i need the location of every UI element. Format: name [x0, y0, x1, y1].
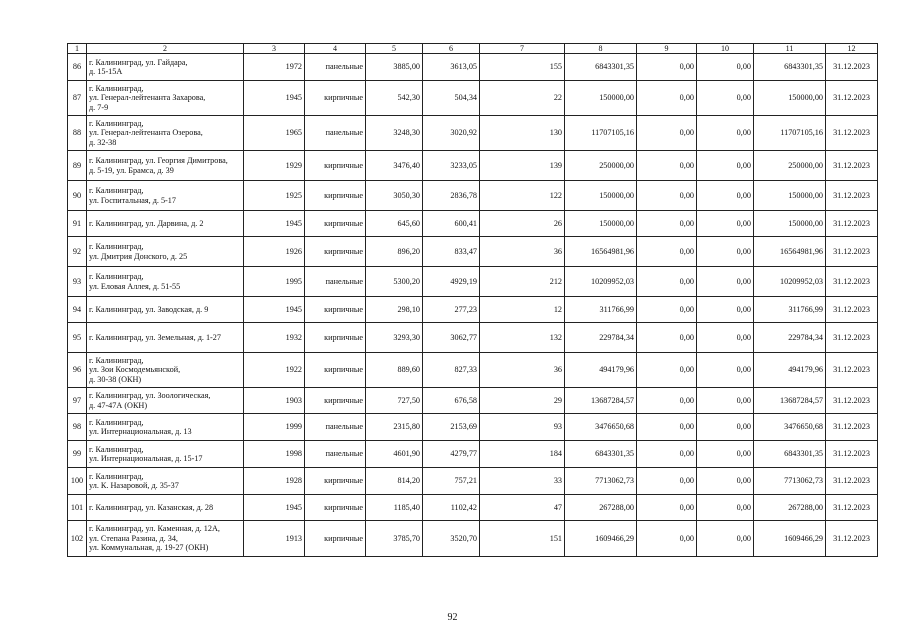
table-row: [68, 521, 878, 557]
header-cell: 1: [68, 44, 87, 54]
cost-col10-cell: 0,00: [697, 297, 754, 323]
cost-total-cell: 267288,00: [565, 495, 637, 521]
area-living-cell: 827,33: [423, 353, 480, 388]
address-line: д. 47-47А (ОКН): [89, 400, 148, 410]
table-row: [68, 54, 878, 81]
residents-cell: 26: [480, 211, 565, 237]
area-total-cell: 889,60: [366, 353, 423, 388]
area-total-cell: 3885,00: [366, 54, 423, 81]
year-cell: 1925: [244, 181, 305, 211]
residents-cell: 130: [480, 116, 565, 151]
deadline-cell: 31.12.2023: [826, 414, 878, 441]
cost-col9-cell: 0,00: [637, 237, 697, 267]
deadline-cell: 31.12.2023: [826, 211, 878, 237]
header-cell: 12: [826, 44, 878, 54]
year-cell: 1945: [244, 495, 305, 521]
deadline-cell: 31.12.2023: [826, 468, 878, 495]
year-cell: 1926: [244, 237, 305, 267]
cost-total-cell: 150000,00: [565, 181, 637, 211]
year-cell: 1972: [244, 54, 305, 81]
deadline-cell: 31.12.2023: [826, 441, 878, 468]
residents-cell: 29: [480, 388, 565, 414]
wall-material-cell: кирпичные: [305, 211, 366, 237]
address-cell: [87, 521, 244, 557]
cost-col10-cell: 0,00: [697, 116, 754, 151]
wall-material-cell: панельные: [305, 267, 366, 297]
year-cell: 1945: [244, 211, 305, 237]
row-number-cell: 94: [68, 297, 87, 323]
address-cell: [87, 211, 244, 237]
wall-material-cell: кирпичные: [305, 388, 366, 414]
residents-cell: 33: [480, 468, 565, 495]
cost-col10-cell: 0,00: [697, 441, 754, 468]
wall-material-cell: панельные: [305, 414, 366, 441]
header-cell: 2: [87, 44, 244, 54]
address-line: г. Калининград,: [89, 471, 144, 481]
year-cell: 1929: [244, 151, 305, 181]
address-line: г. Калининград, ул. Казанская, д. 28: [89, 502, 214, 512]
cost-total-cell: 150000,00: [565, 81, 637, 116]
row-number-cell: 95: [68, 323, 87, 353]
address-cell: [87, 468, 244, 495]
housing-register-table: [67, 43, 878, 557]
cost-col9-cell: 0,00: [637, 353, 697, 388]
cost-col11-cell: 250000,00: [754, 151, 826, 181]
wall-material-cell: кирпичные: [305, 353, 366, 388]
cost-col11-cell: 13687284,57: [754, 388, 826, 414]
area-total-cell: 5300,20: [366, 267, 423, 297]
cost-col9-cell: 0,00: [637, 116, 697, 151]
header-cell: 11: [754, 44, 826, 54]
deadline-cell: 31.12.2023: [826, 116, 878, 151]
row-number-cell: 91: [68, 211, 87, 237]
area-living-cell: 277,23: [423, 297, 480, 323]
cost-total-cell: 229784,34: [565, 323, 637, 353]
cost-total-cell: 6843301,35: [565, 441, 637, 468]
address-line: д. 15-15А: [89, 67, 123, 76]
cost-col10-cell: 0,00: [697, 388, 754, 414]
cost-col9-cell: 0,00: [637, 495, 697, 521]
wall-material-cell: кирпичные: [305, 151, 366, 181]
page-number: 92: [447, 612, 458, 623]
year-cell: 1903: [244, 388, 305, 414]
area-total-cell: 3248,30: [366, 116, 423, 151]
cost-col10-cell: 0,00: [697, 353, 754, 388]
cost-total-cell: 3476650,68: [565, 414, 637, 441]
cost-col9-cell: 0,00: [637, 468, 697, 495]
table-row: [68, 151, 878, 181]
table-row: [68, 441, 878, 468]
cost-col9-cell: 0,00: [637, 151, 697, 181]
row-number-cell: 101: [68, 495, 87, 521]
deadline-cell: 31.12.2023: [826, 267, 878, 297]
address-cell: [87, 495, 244, 521]
row-number-cell: 96: [68, 353, 87, 388]
residents-cell: 93: [480, 414, 565, 441]
cost-col11-cell: 7713062,73: [754, 468, 826, 495]
address-cell: [87, 267, 244, 297]
wall-material-cell: кирпичные: [305, 81, 366, 116]
address-line: д. 5-19, ул. Брамса, д. 39: [89, 165, 174, 175]
residents-cell: 151: [480, 521, 565, 557]
residents-cell: 139: [480, 151, 565, 181]
address-line: ул. Коммунальная, д. 19-27 (ОКН): [89, 543, 209, 553]
cost-col11-cell: 11707105,16: [754, 116, 826, 151]
address-line: ул. Дмитрия Донского, д. 25: [89, 251, 188, 261]
address-line: г. Калининград, ул. Гайдара,: [89, 57, 188, 67]
area-total-cell: 1185,40: [366, 495, 423, 521]
table-row: [68, 211, 878, 237]
cost-total-cell: 11707105,16: [565, 116, 637, 151]
address-cell: [87, 151, 244, 181]
cost-col11-cell: 494179,96: [754, 353, 826, 388]
cost-total-cell: 13687284,57: [565, 388, 637, 414]
address-line: ул. Еловая Аллея, д. 51-55: [89, 281, 181, 291]
cost-col11-cell: 229784,34: [754, 323, 826, 353]
residents-cell: 132: [480, 323, 565, 353]
cost-col9-cell: 0,00: [637, 54, 697, 81]
cost-col11-cell: 311766,99: [754, 297, 826, 323]
cost-col9-cell: 0,00: [637, 414, 697, 441]
address-cell: [87, 353, 244, 388]
cost-col10-cell: 0,00: [697, 237, 754, 267]
deadline-cell: 31.12.2023: [826, 323, 878, 353]
row-number-cell: 89: [68, 151, 87, 181]
row-number-cell: 87: [68, 81, 87, 116]
header-cell: 6: [423, 44, 480, 54]
area-total-cell: 4601,90: [366, 441, 423, 468]
residents-cell: 47: [480, 495, 565, 521]
address-line: ул. К. Назаровой, д. 35-37: [89, 481, 179, 490]
address-cell: [87, 54, 244, 81]
address-line: ул. Генерал-лейтенанта Захарова,: [89, 93, 206, 103]
year-cell: 1945: [244, 297, 305, 323]
wall-material-cell: панельные: [305, 441, 366, 468]
table-row: [68, 414, 878, 441]
cost-col9-cell: 0,00: [637, 388, 697, 414]
year-cell: 1998: [244, 441, 305, 468]
table-row: [68, 323, 878, 353]
cost-col10-cell: 0,00: [697, 54, 754, 81]
year-cell: 1932: [244, 323, 305, 353]
address-line: г. Калининград,: [89, 83, 144, 93]
deadline-cell: 31.12.2023: [826, 237, 878, 267]
cost-col11-cell: 6843301,35: [754, 54, 826, 81]
area-total-cell: 298,10: [366, 297, 423, 323]
area-total-cell: 814,20: [366, 468, 423, 495]
table-row: [68, 468, 878, 495]
cost-col11-cell: 3476650,68: [754, 414, 826, 441]
header-cell: 4: [305, 44, 366, 54]
cost-col10-cell: 0,00: [697, 468, 754, 495]
address-line: г. Калининград,: [89, 186, 144, 196]
deadline-cell: 31.12.2023: [826, 81, 878, 116]
cost-col10-cell: 0,00: [697, 181, 754, 211]
cost-col9-cell: 0,00: [637, 297, 697, 323]
cost-col11-cell: 6843301,35: [754, 441, 826, 468]
cost-total-cell: 10209952,03: [565, 267, 637, 297]
table-row: [68, 297, 878, 323]
table-body: [68, 54, 878, 557]
address-cell: [87, 181, 244, 211]
row-number-cell: 98: [68, 414, 87, 441]
cost-col10-cell: 0,00: [697, 151, 754, 181]
table-row: [68, 116, 878, 151]
residents-cell: 155: [480, 54, 565, 81]
cost-col9-cell: 0,00: [637, 323, 697, 353]
address-line: ул. Зои Космодемьянской,: [89, 365, 181, 375]
residents-cell: 122: [480, 181, 565, 211]
header-cell: 9: [637, 44, 697, 54]
address-line: г. Калининград, ул. Каменная, д. 12А,: [89, 524, 220, 534]
cost-total-cell: 311766,99: [565, 297, 637, 323]
address-line: ул. Интернациональная, д. 13: [89, 427, 192, 436]
cost-col10-cell: 0,00: [697, 414, 754, 441]
header-row: [68, 44, 878, 54]
cost-total-cell: 250000,00: [565, 151, 637, 181]
address-cell: [87, 81, 244, 116]
cost-col11-cell: 1609466,29: [754, 521, 826, 557]
cost-col11-cell: 267288,00: [754, 495, 826, 521]
area-total-cell: 3050,30: [366, 181, 423, 211]
header-cell: 7: [480, 44, 565, 54]
cost-total-cell: 6843301,35: [565, 54, 637, 81]
cost-col9-cell: 0,00: [637, 81, 697, 116]
residents-cell: 36: [480, 237, 565, 267]
deadline-cell: 31.12.2023: [826, 181, 878, 211]
table-row: [68, 388, 878, 414]
address-cell: [87, 388, 244, 414]
area-living-cell: 1102,42: [423, 495, 480, 521]
address-cell: [87, 116, 244, 151]
address-cell: [87, 323, 244, 353]
residents-cell: 12: [480, 297, 565, 323]
wall-material-cell: кирпичные: [305, 297, 366, 323]
wall-material-cell: кирпичные: [305, 181, 366, 211]
address-line: г. Калининград, ул. Георгия Димитрова,: [89, 156, 228, 166]
header-cell: 5: [366, 44, 423, 54]
address-line: г. Калининград, ул. Земельная, д. 1-27: [89, 332, 221, 342]
area-living-cell: 3613,05: [423, 54, 480, 81]
area-total-cell: 3785,70: [366, 521, 423, 557]
table-row: [68, 181, 878, 211]
cost-col11-cell: 150000,00: [754, 181, 826, 211]
address-cell: [87, 414, 244, 441]
row-number-cell: 92: [68, 237, 87, 267]
address-line: д. 32-38: [89, 137, 117, 147]
year-cell: 1928: [244, 468, 305, 495]
wall-material-cell: кирпичные: [305, 237, 366, 267]
cost-col11-cell: 150000,00: [754, 81, 826, 116]
cost-total-cell: 150000,00: [565, 211, 637, 237]
deadline-cell: 31.12.2023: [826, 495, 878, 521]
deadline-cell: 31.12.2023: [826, 353, 878, 388]
address-line: д. 7-9: [89, 102, 109, 112]
address-cell: [87, 237, 244, 267]
area-living-cell: 4279,77: [423, 441, 480, 468]
row-number-cell: 102: [68, 521, 87, 557]
year-cell: 1995: [244, 267, 305, 297]
address-line: г. Калининград, ул. Зоологическая,: [89, 391, 211, 401]
deadline-cell: 31.12.2023: [826, 297, 878, 323]
row-number-cell: 100: [68, 468, 87, 495]
cost-total-cell: 1609466,29: [565, 521, 637, 557]
address-line: г. Калининград,: [89, 355, 144, 365]
cost-col11-cell: 10209952,03: [754, 267, 826, 297]
year-cell: 1965: [244, 116, 305, 151]
table-row: [68, 267, 878, 297]
area-total-cell: 3476,40: [366, 151, 423, 181]
deadline-cell: 31.12.2023: [826, 151, 878, 181]
area-living-cell: 676,58: [423, 388, 480, 414]
table-row: [68, 237, 878, 267]
address-line: ул. Интернациональная, д. 15-17: [89, 454, 203, 463]
cost-col10-cell: 0,00: [697, 267, 754, 297]
row-number-cell: 88: [68, 116, 87, 151]
area-total-cell: 3293,30: [366, 323, 423, 353]
cost-col10-cell: 0,00: [697, 495, 754, 521]
cost-total-cell: 7713062,73: [565, 468, 637, 495]
address-line: ул. Степана Разина, д. 34,: [89, 533, 178, 543]
cost-col11-cell: 16564981,96: [754, 237, 826, 267]
header-cell: 10: [697, 44, 754, 54]
cost-col11-cell: 150000,00: [754, 211, 826, 237]
cost-total-cell: 494179,96: [565, 353, 637, 388]
address-line: д. 30-38 (ОКН): [89, 374, 142, 384]
area-living-cell: 2836,78: [423, 181, 480, 211]
area-living-cell: 833,47: [423, 237, 480, 267]
address-line: г. Калининград,: [89, 444, 144, 454]
area-living-cell: 3062,77: [423, 323, 480, 353]
cost-col9-cell: 0,00: [637, 267, 697, 297]
address-cell: [87, 441, 244, 468]
deadline-cell: 31.12.2023: [826, 54, 878, 81]
address-cell: [87, 297, 244, 323]
address-line: г. Калининград, ул. Дарвина, д. 2: [89, 218, 204, 228]
area-living-cell: 3520,70: [423, 521, 480, 557]
table-row: [68, 81, 878, 116]
area-living-cell: 757,21: [423, 468, 480, 495]
wall-material-cell: панельные: [305, 116, 366, 151]
area-total-cell: 645,60: [366, 211, 423, 237]
wall-material-cell: кирпичные: [305, 468, 366, 495]
cost-col9-cell: 0,00: [637, 181, 697, 211]
row-number-cell: 93: [68, 267, 87, 297]
area-living-cell: 504,34: [423, 81, 480, 116]
address-line: г. Калининград,: [89, 242, 144, 252]
cost-col9-cell: 0,00: [637, 211, 697, 237]
area-living-cell: 3020,92: [423, 116, 480, 151]
row-number-cell: 90: [68, 181, 87, 211]
area-living-cell: 2153,69: [423, 414, 480, 441]
row-number-cell: 86: [68, 54, 87, 81]
header-cell: 3: [244, 44, 305, 54]
address-line: ул. Госпитальная, д. 5-17: [89, 195, 176, 205]
cost-col10-cell: 0,00: [697, 521, 754, 557]
table-row: [68, 495, 878, 521]
wall-material-cell: панельные: [305, 54, 366, 81]
cost-total-cell: 16564981,96: [565, 237, 637, 267]
year-cell: 1999: [244, 414, 305, 441]
cost-col10-cell: 0,00: [697, 211, 754, 237]
deadline-cell: 31.12.2023: [826, 521, 878, 557]
residents-cell: 36: [480, 353, 565, 388]
wall-material-cell: кирпичные: [305, 521, 366, 557]
wall-material-cell: кирпичные: [305, 323, 366, 353]
area-living-cell: 3233,05: [423, 151, 480, 181]
cost-col10-cell: 0,00: [697, 81, 754, 116]
year-cell: 1945: [244, 81, 305, 116]
header-cell: 8: [565, 44, 637, 54]
table-row: [68, 353, 878, 388]
residents-cell: 184: [480, 441, 565, 468]
residents-cell: 212: [480, 267, 565, 297]
row-number-cell: 99: [68, 441, 87, 468]
address-line: г. Калининград, ул. Заводская, д. 9: [89, 304, 209, 314]
area-total-cell: 896,20: [366, 237, 423, 267]
year-cell: 1913: [244, 521, 305, 557]
residents-cell: 22: [480, 81, 565, 116]
cost-col9-cell: 0,00: [637, 441, 697, 468]
address-line: г. Калининград,: [89, 417, 144, 427]
area-total-cell: 2315,80: [366, 414, 423, 441]
area-living-cell: 4929,19: [423, 267, 480, 297]
address-line: г. Калининград,: [89, 272, 144, 282]
area-total-cell: 542,30: [366, 81, 423, 116]
area-total-cell: 727,50: [366, 388, 423, 414]
cost-col9-cell: 0,00: [637, 521, 697, 557]
wall-material-cell: кирпичные: [305, 495, 366, 521]
year-cell: 1922: [244, 353, 305, 388]
row-number-cell: 97: [68, 388, 87, 414]
cost-col10-cell: 0,00: [697, 323, 754, 353]
address-line: ул. Генерал-лейтенанта Озерова,: [89, 128, 203, 138]
address-line: г. Калининград,: [89, 118, 144, 128]
area-living-cell: 600,41: [423, 211, 480, 237]
deadline-cell: 31.12.2023: [826, 388, 878, 414]
